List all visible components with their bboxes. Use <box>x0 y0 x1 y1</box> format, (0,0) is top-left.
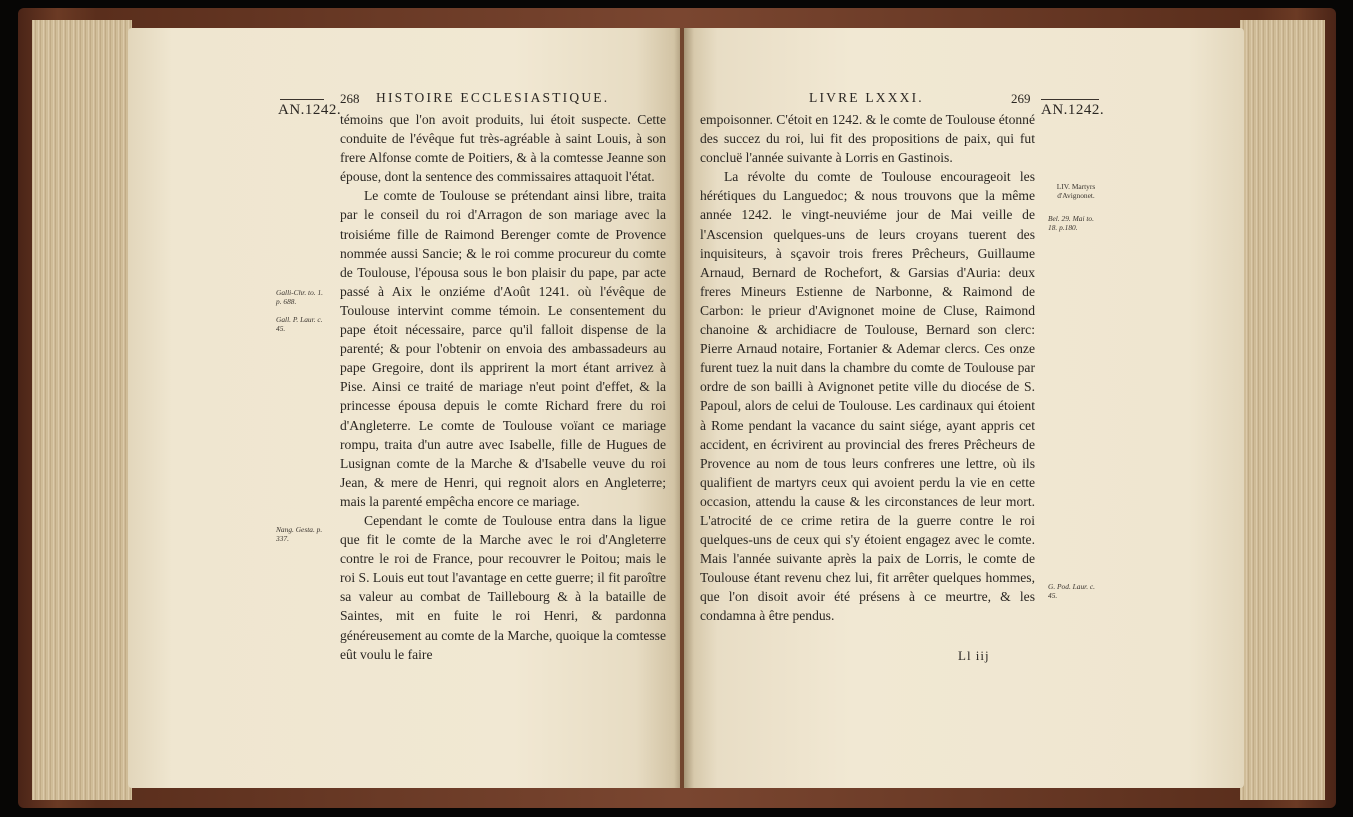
margin-note: G. Pod. Laur. c. 45. <box>1048 582 1096 600</box>
paragraph: Le comte de Toulouse se prétendant ainsi libre, traita par le conseil du roi d'Arragon de son mariage avec la troisiéme fille de Raimond Berenger comte de Provence nommée aussi Sancie; & le roi comme procureur du comte de Toulouse, l'épousa sous le bon plaisir du pape, par acte passé à Aix le onziéme d'Août 1241. où l'évêque de Toulouse intervint comme témoin. Le consentement du pape étoit nécessaire, parce qu'il falloit dispense de la parenté; & pour l'obtenir on envoia des ambassadeurs au pape Gregoire, dont ils apprirent la mort étant arrivez à Pise. Ainsi ce traité de mariage n'eut point d'effet, & la princesse épousa depuis le comte Richard frere du roi d'Angleterre. Le comte de Toulouse voïant ce mariage rompu, traita d'un autre avec Isabelle, fille de Hugues de Lusignan comte de la Marche & d'Isabelle veuve du roi Jean, & mere de Henri, qui regnoit alors en Angleterre; mais la parenté empêcha encore ce mariage. <box>340 188 666 509</box>
left-page <box>128 28 680 788</box>
margin-note: Bel. 29. Mai to. 18. p.180. <box>1048 214 1094 232</box>
margin-note: Nang. Gesta. p. 337. <box>276 525 323 543</box>
header-rule-right <box>1041 99 1099 100</box>
page-edges-right <box>1240 20 1325 800</box>
right-page <box>684 28 1244 788</box>
paragraph: La révolte du comte de Toulouse encourageoit les hérétiques du Languedoc; & nous trouvons que la même année 1242. le vingt-neuviéme jour de Mai veille de l'Ascension quelques-uns de leurs croyans tuerent des inquisiteurs, à sçavoir trois freres Prêcheurs, Guillaume Arnaud, Bernard de Rochefort, & Garsias d'Auria: deux freres Mineurs Estienne de Narbonne, & Raimond de Carbon: le prieur d'Avignonet moine de Cluse, Raimond chanoine & archidiacre de Toulouse, Bernard son clerc: Pierre Arnaud notaire, Fortanier & Ademar clercs. Ces onze furent tuez la nuit dans la chambre du comte de Toulouse par ordre de son bailli à Avignonet petite ville du diocése de S. Papoul, alors de celui de Toulouse. Les cardinaux qui étoient à Rome pendant la vacance du saint siége, ayant appris cet accident, en écrivirent au provincial des freres Prêcheurs de Provence au nom de tous leurs confreres une lettre, où ils qualifient de martyrs ceux qui avoient perdu la vie en cette occasion, attendu la cause & les circonstances de leur mort. L'atrocité de ce crime retira de la guerre contre le roi quelques-uns de ceux qui s'y étoient engagez avec le comte. Mais l'année suivante après la paix de Lorris, le comte de Toulouse étant revenu chez lui, fit arrêter quelques hommes, que l'on disoit avoir été présens à ce meurtre, & les condamna à être pendus. <box>700 169 1035 624</box>
header-rule-left <box>280 99 324 100</box>
paragraph: Cependant le comte de Toulouse entra dans la ligue que fit le comte de la Marche avec le roi d'Angleterre contre le roi de France, pour recouvrer le Poitou; mais le roi S. Louis eut tout l'avantage en cette guerre; il fit paroître sa valeur au combat de Taillebourg & à la bataille de Saintes, mit en fuite le roi Henri, & pardonna généreusement au comte de la Marche, quoique la comtesse eût voulu le faire <box>340 512 666 662</box>
left-body <box>340 110 666 664</box>
right-body <box>700 110 1035 626</box>
book-gutter <box>674 28 694 788</box>
margin-note: LIV. Martyrs d'Avignonet. <box>1056 182 1096 200</box>
margin-note: Gall. P. Laur. c. 45. <box>276 315 323 333</box>
right-page-number: 269 <box>1011 91 1031 106</box>
left-page-number: 268 <box>340 91 360 106</box>
paragraph: témoins que l'on avoit produits, lui étoit suspecte. Cette conduite de l'évêque fut très-agréable à saint Louis, à son frere Alfonse comte de Poitiers, & à la comtesse Jeanne son épouse, dont la sentence des commissaires attaquoit l'état. <box>340 112 666 185</box>
left-running-title: HISTOIRE ECCLESIASTIQUE. <box>376 90 610 105</box>
margin-note: Galli-Chr. to. 1. p. 688. <box>276 288 324 306</box>
right-year: AN.1242. <box>1041 102 1105 118</box>
paragraph: empoisonner. C'étoit en 1242. & le comte de Toulouse étonné des succez du roi, lui fit des propositions de paix, qui fut concluë l'année suivante à Lorris en Gastinois. <box>700 112 1035 166</box>
signature-mark: Ll iij <box>958 648 990 663</box>
page-edges-left <box>32 20 132 800</box>
left-year: AN.1242. <box>278 102 342 118</box>
right-running-title: LIVRE LXXXI. <box>809 90 924 105</box>
